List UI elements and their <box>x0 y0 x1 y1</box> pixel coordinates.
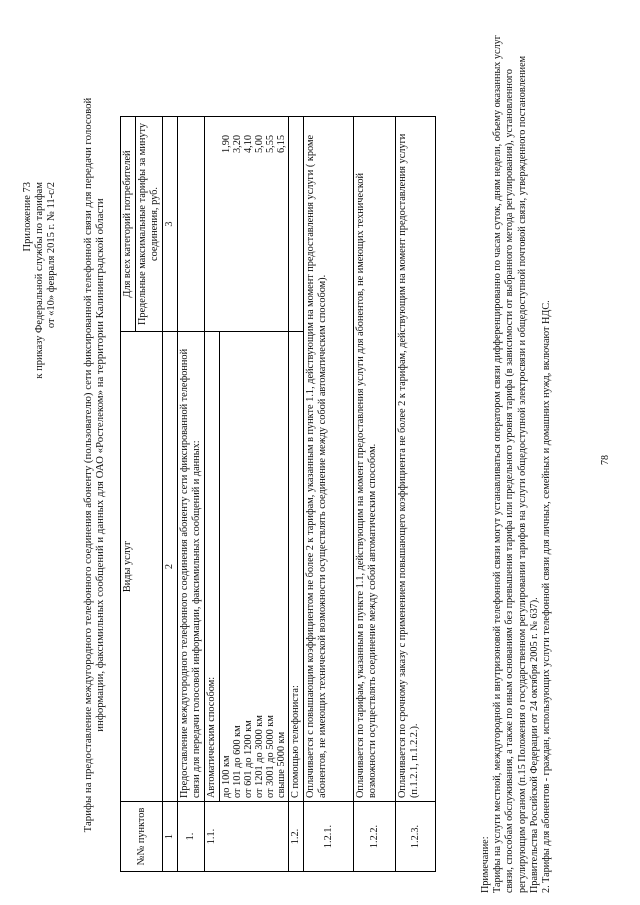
tariff-table <box>120 116 436 872</box>
distance-item: от 3001 до 5000 км <box>265 715 276 798</box>
row-1-text: Предоставление междугородного телефонного соединения абоненту сети фиксированной телефонной связи для передачи голосовой информации, факсимильных сообщений и данных: <box>178 332 205 802</box>
distance-list <box>220 332 289 802</box>
order-reference: к приказу Федеральной службы по тарифам <box>34 182 45 379</box>
appendix-header <box>22 182 58 602</box>
col-index-3: 3 <box>163 117 178 332</box>
row-1-1-number: 1.1. <box>205 802 220 872</box>
row-1-value <box>178 117 205 332</box>
header-col-tariffs: Предельные максимальные тарифы за минуту соединения, руб. <box>136 117 163 332</box>
notes-heading: Примечание: <box>480 836 491 893</box>
price-item: 4,10 <box>242 135 254 154</box>
price-list <box>220 117 289 332</box>
distance-item: до 100 км <box>221 755 232 798</box>
price-item: 5,55 <box>264 135 276 154</box>
row-1-number: 1. <box>178 802 205 872</box>
distance-item: от 601 до 1200 км <box>243 720 254 798</box>
distance-item: свыше 5000 км <box>276 731 287 798</box>
row-1-1-value <box>205 117 220 332</box>
header-col-consumers: Для всех категорий потребителей <box>121 117 136 332</box>
row-1-2-2-text: Оплачивается по тарифам, указанным в пункте 1.1, действующим на момент предоставления услуги для абонентов, не имеющих технической возможности осуществлять соединение между собой автоматическим способом. <box>354 117 396 802</box>
col-index-1: 1 <box>163 802 178 872</box>
col-index-2: 2 <box>163 332 178 802</box>
price-item: 1,90 <box>220 135 232 154</box>
page-number: 78 <box>600 455 611 465</box>
notes-section <box>480 23 553 893</box>
row-1-2-3-text: Оплачивается по срочному заказу с применением повышающего коэффициента не более 2 к тарифам, действующим на момент предоставления услуги (п.1.2.1, п.1.2.2.). <box>396 117 436 802</box>
row-1-2-value <box>289 117 304 332</box>
order-date: от «10» февраля 2015 г. № 11-с/2 <box>46 182 57 329</box>
note-1: Тарифы на услуги местной, междугородной и внутризоновой телефонной связи могут устанавливаться оператором связи дифференцированно по часам суток, дням недели, объему оказанных услуг связи, способам обслуживания, а также по иным основаниям без превышения тарифа или предельного уровня тарифа (в зависимости от выбранного метода регулирования), установленного регулирующим органом (п.15 Положения о государственном регулировании тарифов на услуги общедоступной электросвязи и общедоступной почтовой связи, утвержденного постановлением Правительства Российской Федерации от 24 октября 2005 г. № 637). <box>492 35 540 893</box>
row-1-2-number: 1.2. <box>289 802 304 872</box>
row-1-2-text: С помощью телефониста: <box>289 332 304 802</box>
distance-item: от 1201 до 3000 км <box>254 715 265 798</box>
document-title: Тарифы на предоставление междугородного телефонного соединения абоненту (пользователю) сети фиксированной телефонной связи для передачи голосовой информации, факсимильных сообщений и данных для ОАО «Ростелеком» на территории Калининградской области <box>82 97 106 833</box>
header-col-services: Виды услуг <box>121 332 163 802</box>
row-1-2-3-number: 1.2.3. <box>396 802 436 872</box>
price-item: 5,00 <box>253 135 265 154</box>
row-1-2-2-number: 1.2.2. <box>354 802 396 872</box>
row-1-2-1-text: Оплачивается с повышающим коэффициентом не более 2 к тарифам, указанным в пункте 1.1, действующим на момент предоставления услуги ( кроме абонентов, не имеющих технической возможности осуществлять соединение между собой автоматическим способом). <box>304 117 354 802</box>
header-col-number: №№ пунктов <box>121 802 163 872</box>
row-1-2-1-number: 1.2.1. <box>304 802 354 872</box>
appendix-number: Приложение 73 <box>22 182 33 252</box>
row-1-1-text: Автоматическим способом: <box>205 332 220 802</box>
price-item: 3,20 <box>231 135 243 154</box>
note-2: 2. Тарифы для абонентов - граждан, использующих услуги телефонной связи для личных, семейных и домашних нужд, включают НДС. <box>541 300 553 893</box>
distance-item: от 101 до 600 км <box>232 725 243 798</box>
price-item: 6,15 <box>275 135 287 154</box>
row-1-1-distance-number-cell <box>220 802 289 872</box>
